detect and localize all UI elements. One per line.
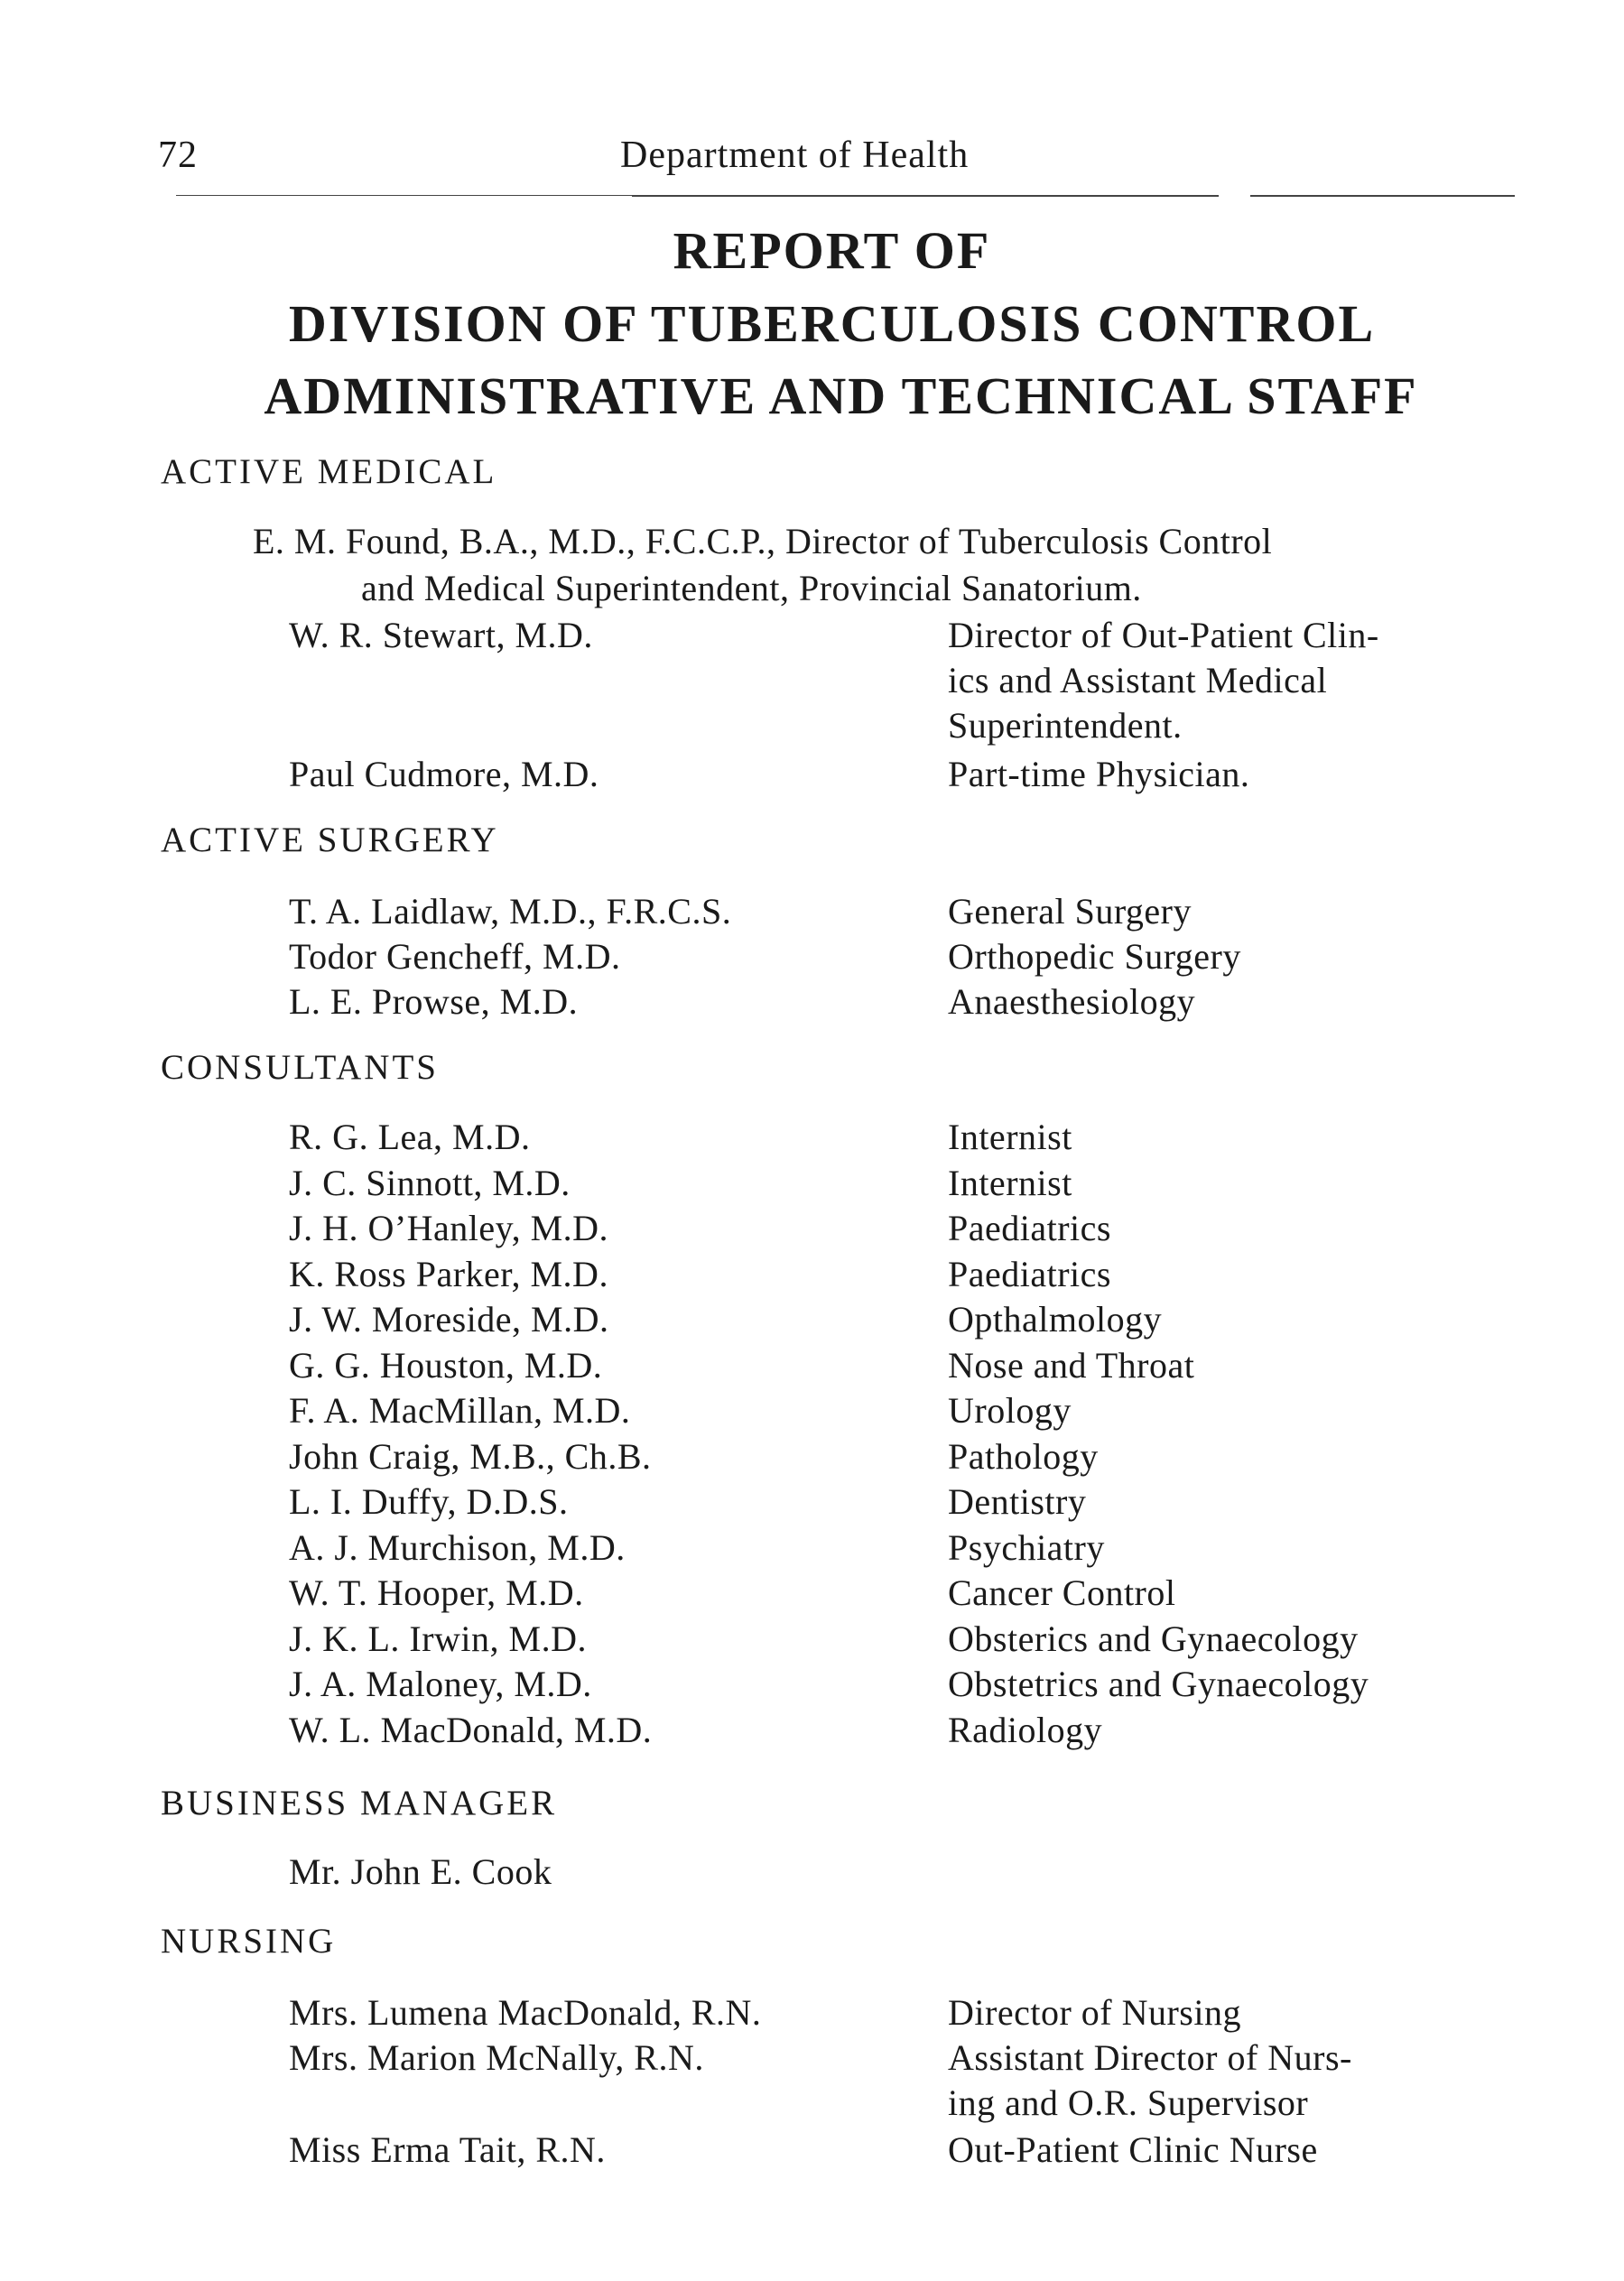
report-title-line-3: ADMINISTRATIVE AND TECHNICAL STAFF bbox=[264, 366, 1418, 425]
consultant-specialty: Opthalmology bbox=[948, 1299, 1163, 1340]
staff-name: Mrs. Lumena MacDonald, R.N. bbox=[289, 1992, 762, 2033]
consultant-name: J. W. Moreside, M.D. bbox=[289, 1299, 609, 1340]
staff-name: W. R. Stewart, M.D. bbox=[289, 615, 593, 655]
staff-name: Todor Gencheff, M.D. bbox=[289, 936, 621, 977]
header-rule bbox=[632, 195, 1219, 197]
consultant-name: K. Ross Parker, M.D. bbox=[289, 1254, 608, 1294]
consultant-specialty: Paediatrics bbox=[948, 1254, 1111, 1294]
director-entry-line-1: E. M. Found, B.A., M.D., F.C.C.P., Director of Tuberculosis Control bbox=[253, 521, 1273, 561]
consultant-name: John Craig, M.B., Ch.B. bbox=[289, 1436, 652, 1477]
staff-role: Orthopedic Surgery bbox=[948, 936, 1241, 977]
section-heading-business-manager: BUSINESS MANAGER bbox=[161, 1784, 558, 1822]
staff-role: Part-time Physician. bbox=[948, 754, 1250, 794]
staff-role: General Surgery bbox=[948, 891, 1192, 932]
consultant-specialty: Paediatrics bbox=[948, 1208, 1111, 1248]
staff-role: ing and O.R. Supervisor bbox=[948, 2082, 1309, 2123]
report-title-line-1: REPORT OF bbox=[673, 221, 991, 280]
consultant-specialty: Psychiatry bbox=[948, 1527, 1105, 1568]
consultant-name: W. L. MacDonald, M.D. bbox=[289, 1710, 653, 1750]
running-head: Department of Health bbox=[620, 134, 970, 176]
consultant-name: L. I. Duffy, D.D.S. bbox=[289, 1481, 569, 1522]
consultant-name: F. A. MacMillan, M.D. bbox=[289, 1390, 631, 1431]
staff-role: Director of Out-Patient Clin- bbox=[948, 615, 1379, 655]
staff-name: Paul Cudmore, M.D. bbox=[289, 754, 599, 794]
consultant-specialty: Dentistry bbox=[948, 1481, 1087, 1522]
page-number: 72 bbox=[158, 134, 198, 176]
consultant-specialty: Obstetrics and Gynaecology bbox=[948, 1664, 1369, 1704]
page-header bbox=[158, 134, 1512, 188]
consultant-name: G. G. Houston, M.D. bbox=[289, 1345, 603, 1386]
staff-role: ics and Assistant Medical bbox=[948, 660, 1328, 700]
header-rule bbox=[1250, 195, 1515, 197]
section-heading-nursing: NURSING bbox=[161, 1922, 337, 1961]
staff-name: Miss Erma Tait, R.N. bbox=[289, 2129, 606, 2170]
staff-role: Director of Nursing bbox=[948, 1992, 1241, 2033]
staff-name: Mrs. Marion McNally, R.N. bbox=[289, 2037, 704, 2078]
consultant-name: J. K. L. Irwin, M.D. bbox=[289, 1618, 587, 1659]
consultant-name: A. J. Murchison, M.D. bbox=[289, 1527, 626, 1568]
consultant-name: J. H. O’Hanley, M.D. bbox=[289, 1208, 609, 1248]
business-manager-name: Mr. John E. Cook bbox=[289, 1851, 552, 1892]
section-heading-consultants: CONSULTANTS bbox=[161, 1048, 439, 1087]
section-heading-active-surgery: ACTIVE SURGERY bbox=[161, 821, 499, 859]
director-entry-line-2: and Medical Superintendent, Provincial Sanatorium. bbox=[361, 568, 1142, 608]
staff-role: Assistant Director of Nurs- bbox=[948, 2037, 1352, 2078]
consultant-specialty: Internist bbox=[948, 1163, 1072, 1203]
staff-role: Out-Patient Clinic Nurse bbox=[948, 2129, 1318, 2170]
consultant-specialty: Urology bbox=[948, 1390, 1072, 1431]
consultant-specialty: Internist bbox=[948, 1117, 1072, 1157]
consultant-name: R. G. Lea, M.D. bbox=[289, 1117, 531, 1157]
staff-name: L. E. Prowse, M.D. bbox=[289, 981, 579, 1022]
consultant-specialty: Obsterics and Gynaecology bbox=[948, 1618, 1359, 1659]
section-heading-active-medical: ACTIVE MEDICAL bbox=[161, 452, 497, 491]
staff-name: T. A. Laidlaw, M.D., F.R.C.S. bbox=[289, 891, 732, 932]
report-title-line-2: DIVISION OF TUBERCULOSIS CONTROL bbox=[288, 294, 1376, 353]
consultant-name: J. C. Sinnott, M.D. bbox=[289, 1163, 571, 1203]
consultant-specialty: Pathology bbox=[948, 1436, 1099, 1477]
staff-role: Superintendent. bbox=[948, 705, 1183, 746]
consultant-specialty: Cancer Control bbox=[948, 1572, 1176, 1613]
consultant-specialty: Nose and Throat bbox=[948, 1345, 1195, 1386]
consultant-name: J. A. Maloney, M.D. bbox=[289, 1664, 592, 1704]
consultant-specialty: Radiology bbox=[948, 1710, 1103, 1750]
header-rule bbox=[176, 195, 632, 196]
consultant-name: W. T. Hooper, M.D. bbox=[289, 1572, 584, 1613]
staff-role: Anaesthesiology bbox=[948, 981, 1196, 1022]
